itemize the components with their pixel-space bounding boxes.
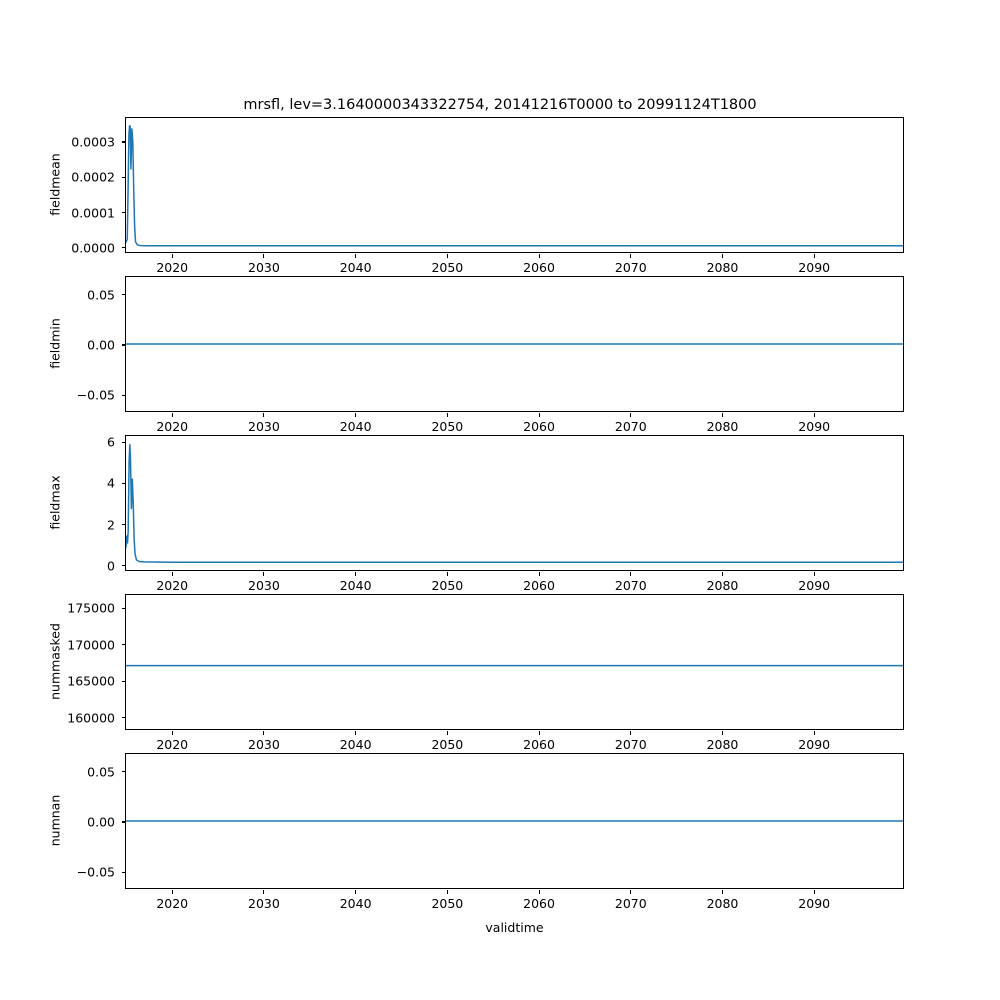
x-tick-mark bbox=[263, 731, 264, 735]
y-tick-mark bbox=[122, 344, 126, 345]
x-tick-label: 2070 bbox=[614, 896, 647, 911]
x-tick-mark bbox=[539, 731, 540, 735]
x-tick-label: 2040 bbox=[339, 737, 372, 752]
x-tick-label: 2060 bbox=[523, 737, 555, 752]
x-tick-label: 2090 bbox=[798, 896, 831, 911]
x-tick-label: 2060 bbox=[523, 578, 555, 593]
y-tick-label: 0 bbox=[107, 558, 115, 574]
y-tick-mark bbox=[122, 247, 126, 248]
x-tick-label: 2040 bbox=[339, 419, 372, 434]
x-tick-mark bbox=[355, 572, 356, 576]
x-tick-mark bbox=[447, 731, 448, 735]
x-tick-mark bbox=[722, 890, 723, 894]
x-tick-mark bbox=[355, 413, 356, 417]
plot-area-fieldmax bbox=[126, 436, 903, 570]
y-tick-mark bbox=[122, 294, 126, 295]
x-tick-label: 2090 bbox=[798, 737, 831, 752]
x-tick-mark bbox=[814, 731, 815, 735]
series-line-numnan bbox=[126, 754, 903, 888]
x-tick-mark bbox=[172, 254, 173, 258]
x-tick-mark bbox=[630, 731, 631, 735]
x-tick-label: 2090 bbox=[798, 578, 831, 593]
x-tick-mark bbox=[630, 572, 631, 576]
x-tick-label: 2030 bbox=[248, 260, 280, 275]
x-tick-mark bbox=[814, 254, 815, 258]
series-line-fieldmin bbox=[126, 277, 903, 411]
x-tick-label: 2080 bbox=[706, 737, 739, 752]
x-tick-label: 2020 bbox=[156, 896, 189, 911]
x-tick-label: 2030 bbox=[248, 419, 280, 434]
y-tick-mark bbox=[122, 872, 126, 873]
x-tick-label: 2040 bbox=[339, 896, 372, 911]
x-tick-label: 2050 bbox=[431, 737, 464, 752]
x-tick-label: 2090 bbox=[798, 260, 831, 275]
x-tick-mark bbox=[814, 413, 815, 417]
y-axis-label-numnan: numnan bbox=[47, 794, 63, 847]
x-tick-mark bbox=[172, 572, 173, 576]
x-tick-label: 2050 bbox=[431, 896, 464, 911]
y-tick-mark bbox=[122, 644, 126, 645]
page-title: mrsfl, lev=3.1640000343322754, 20141216T0000 to 20991124T1800 bbox=[243, 97, 757, 113]
y-axis-label-fieldmax: fieldmax bbox=[47, 475, 63, 530]
plot-area-fieldmin bbox=[126, 277, 903, 411]
y-tick-label: 0.05 bbox=[87, 287, 115, 303]
x-tick-mark bbox=[814, 572, 815, 576]
x-tick-mark bbox=[355, 731, 356, 735]
x-tick-label: 2020 bbox=[156, 419, 189, 434]
x-tick-mark bbox=[539, 413, 540, 417]
x-tick-label: 2080 bbox=[706, 419, 739, 434]
x-tick-mark bbox=[722, 413, 723, 417]
y-tick-mark bbox=[122, 141, 126, 142]
y-tick-label: 175000 bbox=[67, 600, 115, 616]
x-tick-label: 2060 bbox=[523, 419, 555, 434]
x-tick-label: 2060 bbox=[523, 260, 555, 275]
plot-area-nummasked bbox=[126, 595, 903, 729]
x-tick-label: 2080 bbox=[706, 896, 739, 911]
x-tick-mark bbox=[447, 254, 448, 258]
y-tick-label: −0.05 bbox=[76, 387, 115, 403]
x-tick-label: 2050 bbox=[431, 419, 464, 434]
x-tick-mark bbox=[447, 890, 448, 894]
y-tick-mark bbox=[122, 771, 126, 772]
x-tick-mark bbox=[447, 413, 448, 417]
x-tick-label: 2040 bbox=[339, 260, 372, 275]
x-tick-label: 2080 bbox=[706, 260, 739, 275]
x-tick-label: 2050 bbox=[431, 578, 464, 593]
y-tick-label: 160000 bbox=[67, 710, 115, 726]
x-tick-mark bbox=[172, 413, 173, 417]
x-tick-label: 2050 bbox=[431, 260, 464, 275]
y-tick-mark bbox=[122, 212, 126, 213]
x-tick-label: 2060 bbox=[523, 896, 555, 911]
x-tick-mark bbox=[539, 254, 540, 258]
x-tick-label: 2030 bbox=[248, 578, 280, 593]
y-tick-mark bbox=[122, 442, 126, 443]
x-tick-mark bbox=[172, 731, 173, 735]
x-tick-mark bbox=[263, 890, 264, 894]
plot-area-fieldmean bbox=[126, 118, 903, 252]
x-tick-mark bbox=[630, 890, 631, 894]
x-tick-label: 2090 bbox=[798, 419, 831, 434]
y-tick-label: 2 bbox=[107, 517, 115, 533]
x-tick-label: 2030 bbox=[248, 737, 280, 752]
y-tick-label: −0.05 bbox=[76, 864, 115, 880]
y-tick-label: 165000 bbox=[67, 673, 115, 689]
x-tick-mark bbox=[263, 413, 264, 417]
subplot-fieldmean bbox=[71, 117, 904, 275]
x-tick-label: 2030 bbox=[248, 896, 280, 911]
x-tick-mark bbox=[722, 254, 723, 258]
y-tick-mark bbox=[122, 395, 126, 396]
y-tick-mark bbox=[122, 483, 126, 484]
x-tick-label: 2020 bbox=[156, 260, 189, 275]
series-line-nummasked bbox=[126, 595, 903, 729]
y-tick-mark bbox=[122, 608, 126, 609]
y-tick-label: 0.0001 bbox=[71, 205, 115, 221]
x-tick-mark bbox=[722, 731, 723, 735]
x-axis-label: validtime bbox=[485, 920, 544, 935]
x-tick-mark bbox=[630, 413, 631, 417]
y-tick-label: 0.0003 bbox=[71, 134, 115, 150]
y-tick-label: 0.00 bbox=[87, 814, 115, 830]
y-tick-label: 0.0000 bbox=[71, 240, 115, 256]
y-tick-label: 0.0002 bbox=[71, 169, 115, 185]
x-tick-mark bbox=[814, 890, 815, 894]
subplot-fieldmin bbox=[76, 276, 904, 434]
series-line-fieldmax bbox=[126, 436, 903, 570]
x-tick-label: 2020 bbox=[156, 737, 189, 752]
y-tick-mark bbox=[122, 821, 126, 822]
y-tick-label: 4 bbox=[107, 475, 115, 491]
plot-area-numnan bbox=[126, 754, 903, 888]
x-tick-mark bbox=[630, 254, 631, 258]
x-tick-mark bbox=[539, 572, 540, 576]
x-tick-mark bbox=[355, 890, 356, 894]
x-tick-label: 2040 bbox=[339, 578, 372, 593]
y-tick-mark bbox=[122, 717, 126, 718]
y-axis-label-nummasked: nummasked bbox=[47, 623, 63, 700]
y-axis-label-fieldmin: fieldmin bbox=[47, 318, 63, 369]
y-tick-label: 6 bbox=[107, 434, 115, 450]
x-tick-label: 2070 bbox=[614, 578, 647, 593]
x-tick-mark bbox=[539, 890, 540, 894]
y-tick-label: 0.00 bbox=[87, 337, 115, 353]
x-tick-label: 2020 bbox=[156, 578, 189, 593]
x-tick-mark bbox=[355, 254, 356, 258]
y-tick-label: 0.05 bbox=[87, 764, 115, 780]
y-tick-mark bbox=[122, 524, 126, 525]
subplot-nummasked bbox=[67, 594, 904, 752]
x-tick-mark bbox=[447, 572, 448, 576]
y-tick-label: 170000 bbox=[67, 637, 115, 653]
y-tick-mark bbox=[122, 565, 126, 566]
x-tick-label: 2070 bbox=[614, 419, 647, 434]
x-tick-mark bbox=[722, 572, 723, 576]
series-line-fieldmean bbox=[126, 118, 903, 252]
subplot-numnan bbox=[76, 753, 904, 911]
x-tick-mark bbox=[172, 890, 173, 894]
y-tick-mark bbox=[122, 681, 126, 682]
x-tick-mark bbox=[263, 572, 264, 576]
x-tick-label: 2070 bbox=[614, 260, 647, 275]
x-tick-mark bbox=[263, 254, 264, 258]
x-tick-label: 2080 bbox=[706, 578, 739, 593]
y-axis-label-fieldmean: fieldmean bbox=[47, 153, 63, 216]
y-tick-mark bbox=[122, 177, 126, 178]
subplot-fieldmax bbox=[107, 434, 904, 593]
x-tick-label: 2070 bbox=[614, 737, 647, 752]
